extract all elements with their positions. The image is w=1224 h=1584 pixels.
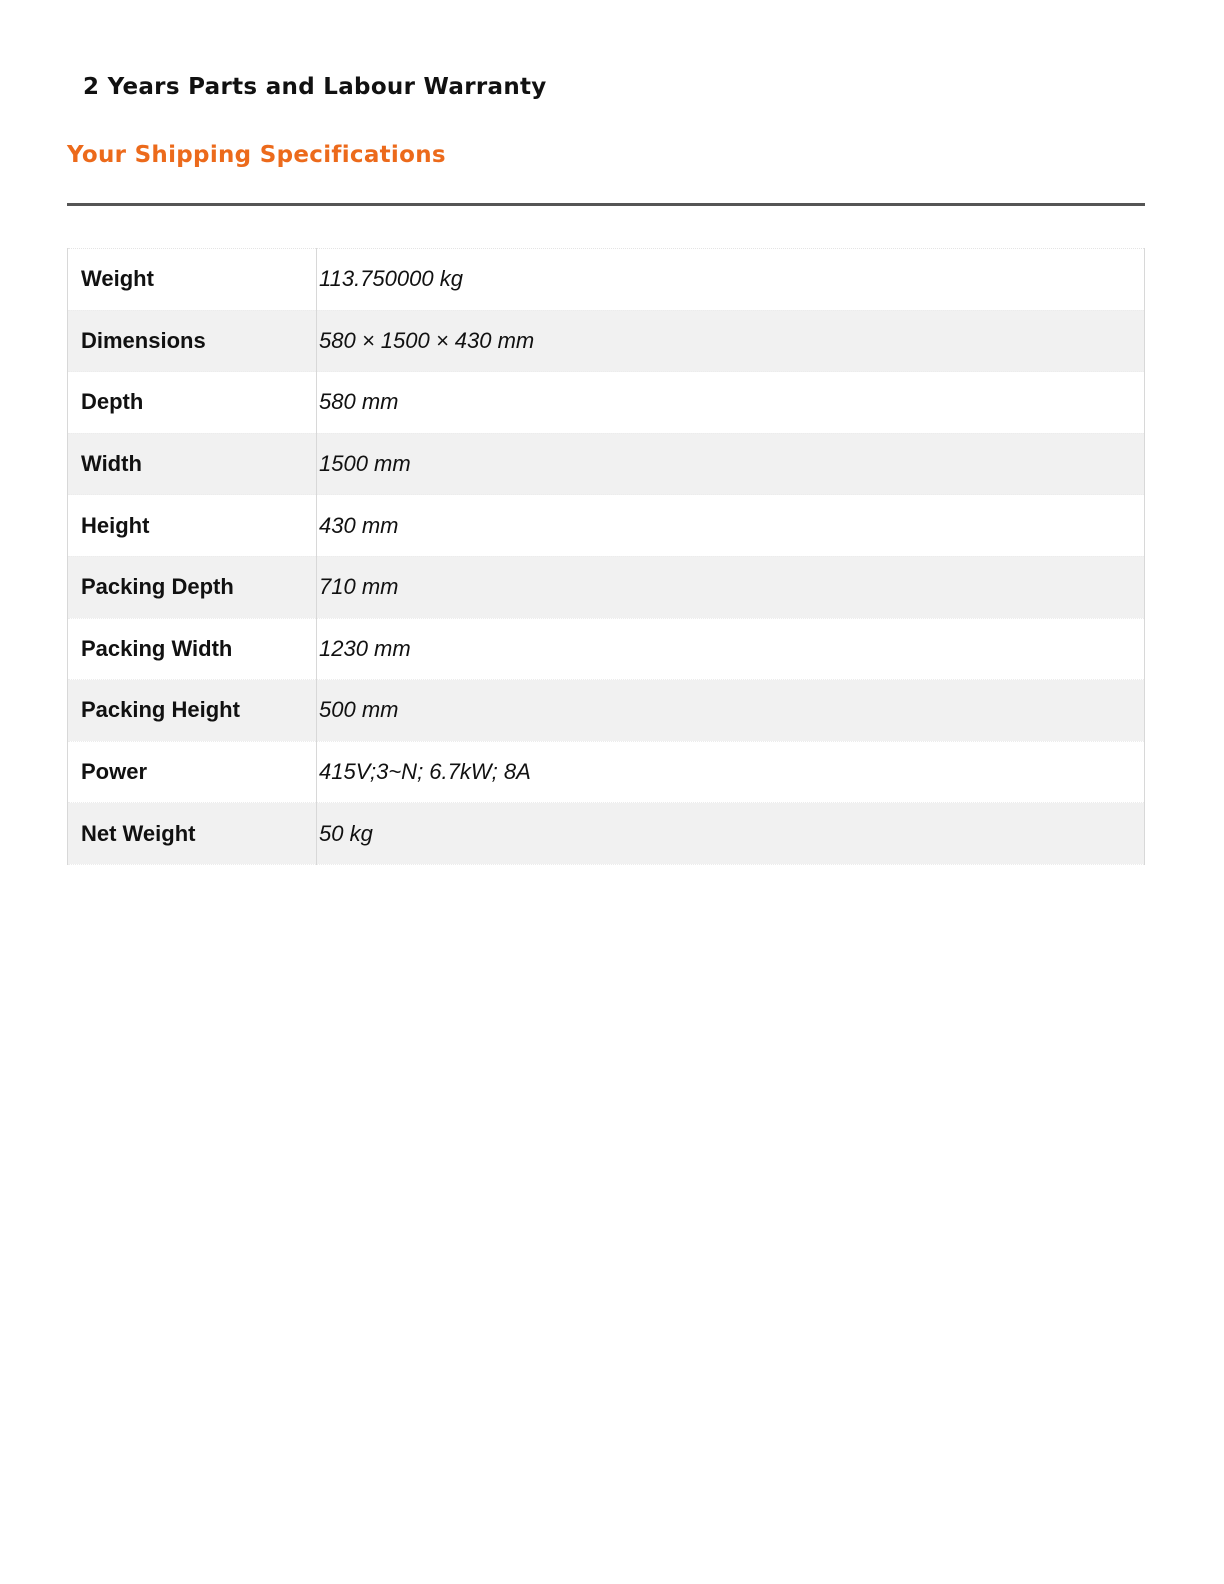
spec-label: Power (68, 741, 317, 803)
shipping-specs-table (67, 248, 1145, 865)
spec-value: 580 × 1500 × 430 mm (317, 310, 1145, 372)
spec-value: 430 mm (317, 495, 1145, 557)
table-row (68, 249, 1145, 311)
spec-label: Packing Depth (68, 556, 317, 618)
table-row (68, 741, 1145, 803)
spec-value: 113.750000 kg (317, 249, 1145, 311)
spec-value: 500 mm (317, 680, 1145, 742)
spec-value: 710 mm (317, 556, 1145, 618)
spec-label: Packing Height (68, 680, 317, 742)
spec-label: Depth (68, 372, 317, 434)
specs-table-body (68, 249, 1145, 865)
table-row (68, 680, 1145, 742)
spec-label: Dimensions (68, 310, 317, 372)
spec-value: 50 kg (317, 803, 1145, 865)
section-title: Your Shipping Specifications (67, 142, 446, 168)
spec-label: Height (68, 495, 317, 557)
spec-value: 1230 mm (317, 618, 1145, 680)
table-row (68, 803, 1145, 865)
spec-label: Weight (68, 249, 317, 311)
table-row (68, 433, 1145, 495)
table-row (68, 618, 1145, 680)
spec-value: 415V;3~N; 6.7kW; 8A (317, 741, 1145, 803)
warranty-note: 2 Years Parts and Labour Warranty (83, 74, 547, 100)
table-row (68, 310, 1145, 372)
spec-label: Width (68, 433, 317, 495)
spec-label: Net Weight (68, 803, 317, 865)
spec-value: 1500 mm (317, 433, 1145, 495)
table-row (68, 372, 1145, 434)
table-row (68, 556, 1145, 618)
section-divider (67, 203, 1145, 206)
spec-value: 580 mm (317, 372, 1145, 434)
table-row (68, 495, 1145, 557)
spec-label: Packing Width (68, 618, 317, 680)
